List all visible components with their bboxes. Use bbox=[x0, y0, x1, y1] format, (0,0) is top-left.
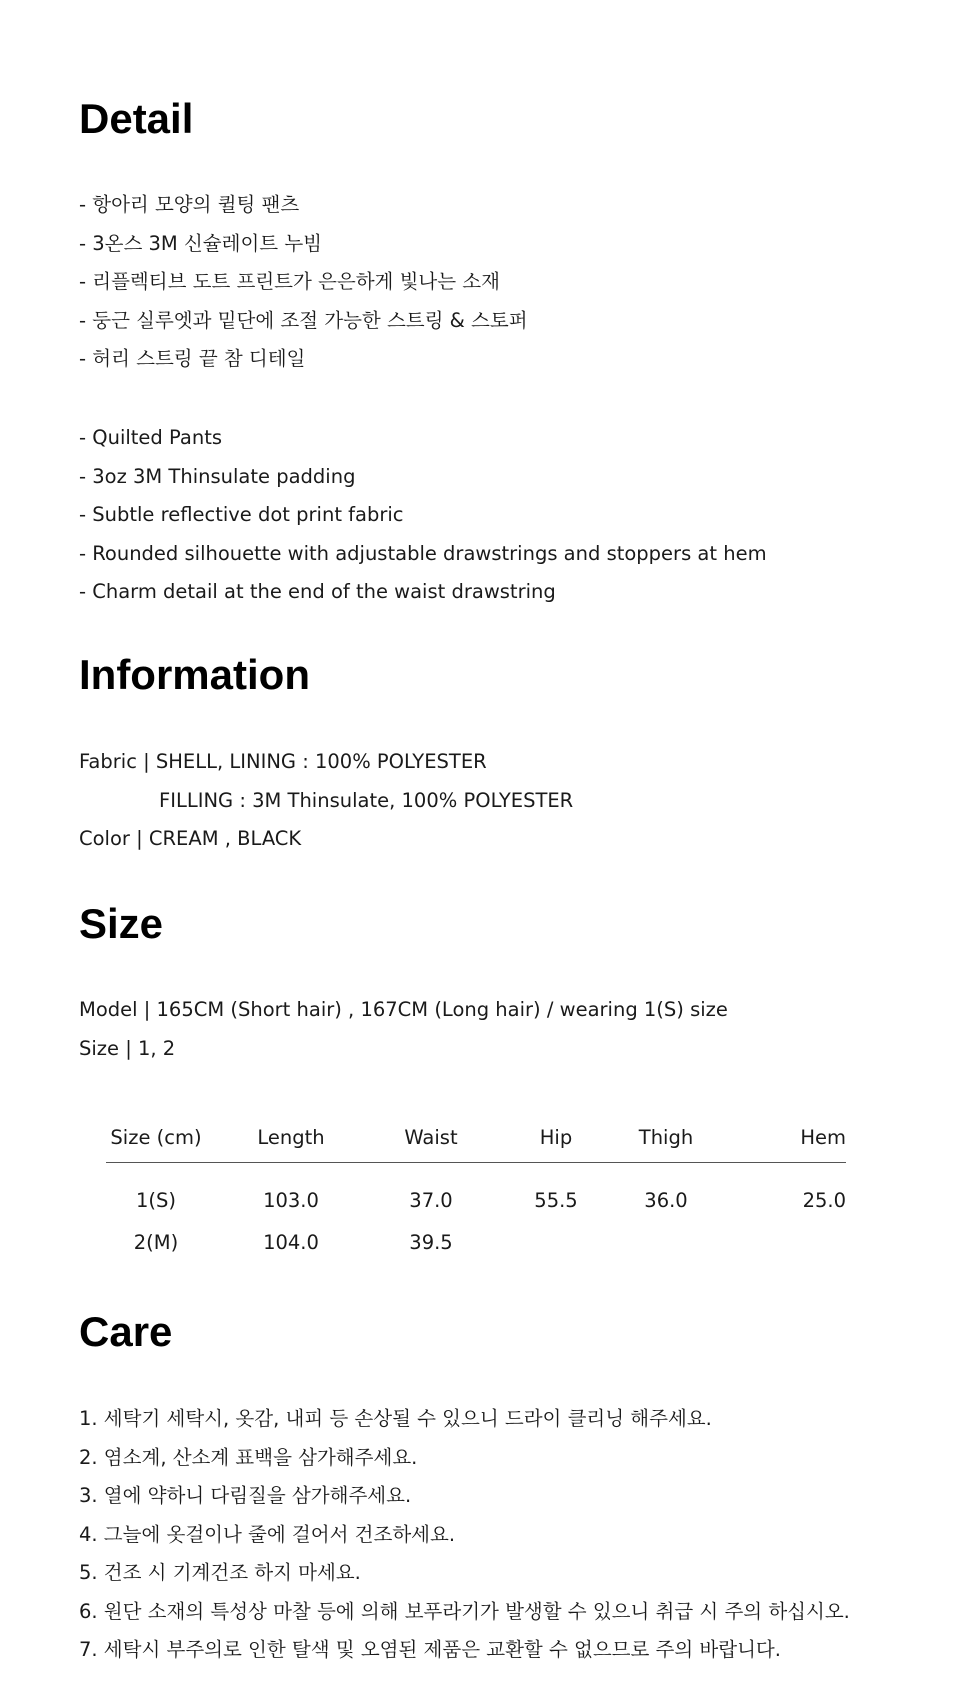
list-item: 4. 그늘에 옷걸이나 줄에 걸어서 건조하세요. bbox=[79, 1522, 456, 1546]
color-line: Color | CREAM , BLACK bbox=[79, 827, 302, 850]
detail-heading: Detail bbox=[79, 95, 194, 142]
list-item: - 항아리 모양의 퀼팅 팬츠 bbox=[79, 193, 300, 216]
size-table bbox=[106, 1112, 846, 1263]
list-item: 6. 원단 소재의 특성상 마찰 등에 의해 보푸라기가 발생할 수 있으니 취급 시 주의 하십시오. bbox=[79, 1599, 850, 1623]
table-cell: 25.0 bbox=[802, 1188, 846, 1212]
table-cell bbox=[626, 1221, 706, 1263]
column-header: Thigh bbox=[638, 1125, 694, 1149]
column-header: Hip bbox=[539, 1125, 573, 1149]
table-row bbox=[106, 1221, 846, 1263]
list-item: - 둥근 실루엣과 밑단에 조절 가능한 스트링 & 스토퍼 bbox=[79, 308, 528, 332]
size-line: Size | 1, 2 bbox=[79, 1036, 176, 1060]
care-heading: Care bbox=[79, 1308, 173, 1355]
list-item: - 리플렉티브 도트 프린트가 은은하게 빛나는 소재 bbox=[79, 270, 500, 293]
column-header: Hem bbox=[800, 1125, 846, 1149]
information-heading: Information bbox=[79, 651, 310, 698]
table-cell: 103.0 bbox=[263, 1188, 319, 1212]
fabric-line: Fabric | SHELL, LINING : 100% POLYESTER bbox=[79, 750, 487, 773]
table-cell: 104.0 bbox=[263, 1230, 319, 1254]
list-item: 7. 세탁시 부주의로 인한 탈색 및 오염된 제품은 교환할 수 없으므로 주의 바랍니다. bbox=[79, 1638, 781, 1661]
list-item: - Subtle reflective dot print fabric bbox=[79, 503, 404, 526]
list-item: - 3온스 3M 신슐레이트 누빔 bbox=[79, 231, 323, 255]
size-heading: Size bbox=[79, 900, 164, 947]
column-header: Size (cm) bbox=[110, 1125, 202, 1149]
table-cell: 39.5 bbox=[409, 1230, 453, 1254]
filling-line: FILLING : 3M Thinsulate, 100% POLYESTER bbox=[159, 788, 574, 812]
size-block bbox=[79, 991, 728, 1068]
table-header-row bbox=[106, 1112, 846, 1163]
list-item: 3. 열에 약하니 다림질을 삼가해주세요. bbox=[79, 1484, 412, 1507]
list-item: 5. 건조 시 기계건조 하지 마세요. bbox=[79, 1561, 361, 1584]
table-cell: 1(S) bbox=[136, 1188, 176, 1212]
list-item: - Charm detail at the end of the waist drawstring bbox=[79, 580, 556, 603]
table-cell: 55.5 bbox=[534, 1188, 578, 1212]
detail-korean-list bbox=[79, 186, 528, 379]
list-item: - Rounded silhouette with adjustable drawstrings and stoppers at hem bbox=[79, 541, 767, 565]
information-block bbox=[79, 743, 573, 859]
list-item: - 3oz 3M Thinsulate padding bbox=[79, 464, 356, 488]
list-item: - 허리 스트링 끝 참 디테일 bbox=[79, 347, 306, 370]
table-row bbox=[106, 1163, 846, 1222]
list-item: 2. 염소계, 산소계 표백을 삼가해주세요. bbox=[79, 1445, 418, 1469]
column-header: Waist bbox=[404, 1125, 458, 1149]
list-item: 1. 세탁기 세탁시, 옷감, 내피 등 손상될 수 있으니 드라이 클리닝 해주세요. bbox=[79, 1407, 712, 1430]
table-cell: 36.0 bbox=[644, 1188, 688, 1212]
list-item: - Quilted Pants bbox=[79, 426, 222, 449]
column-header: Length bbox=[257, 1125, 325, 1149]
model-line: Model | 165CM (Short hair) , 167CM (Long hair) / wearing 1(S) size bbox=[79, 998, 728, 1021]
table-cell: 37.0 bbox=[409, 1188, 453, 1212]
table-cell bbox=[706, 1221, 846, 1263]
care-list bbox=[79, 1400, 850, 1670]
table-cell bbox=[486, 1221, 626, 1263]
table-cell: 2(M) bbox=[133, 1230, 179, 1254]
detail-english-list bbox=[79, 419, 767, 612]
